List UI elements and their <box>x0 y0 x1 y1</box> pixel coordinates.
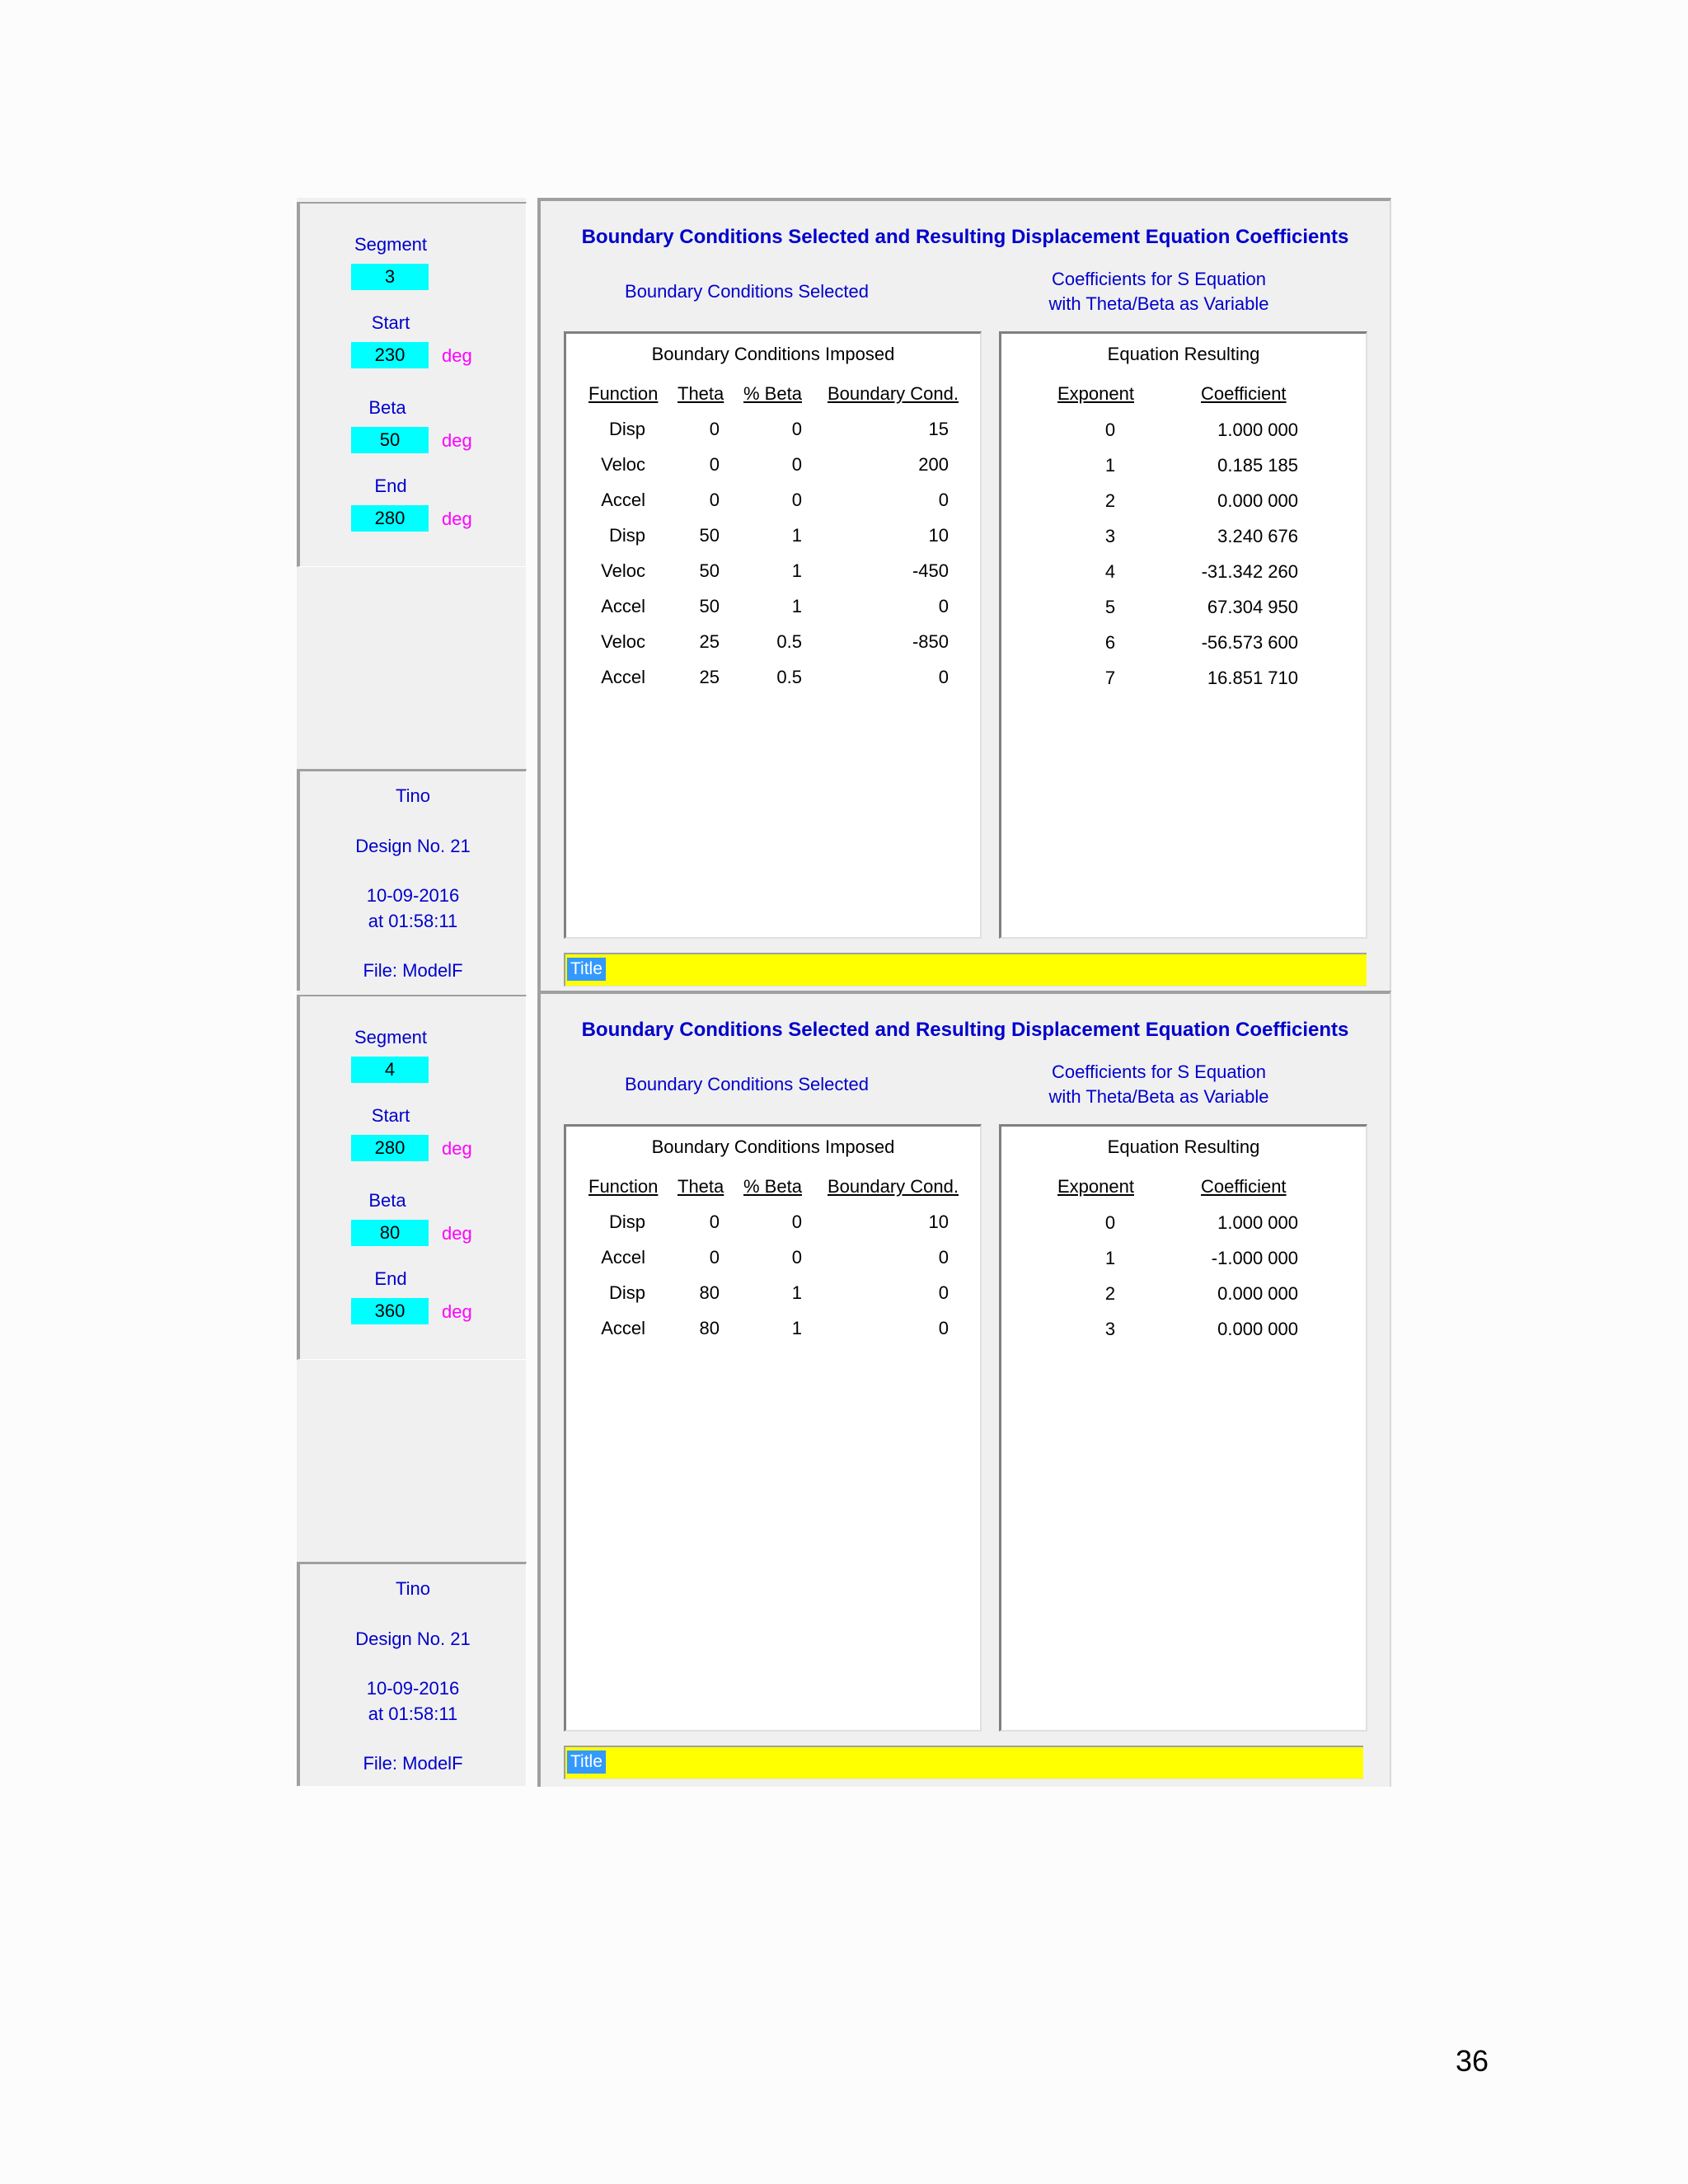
eq-cell-coefficient: -31.342 260 <box>1201 561 1298 582</box>
eq-table-title: Equation Resulting <box>1107 1137 1260 1157</box>
beta-label: Beta <box>368 397 406 418</box>
design-number: Design No. 21 <box>355 836 471 856</box>
bc-cell-boundary-cond: 10 <box>928 1212 949 1232</box>
start-label: Start <box>371 1105 410 1126</box>
bc-header-boundary-cond: Boundary Cond. <box>828 1176 959 1197</box>
title-field-text: Title <box>567 958 606 981</box>
beta-label: Beta <box>368 1190 406 1211</box>
eq-cell-exponent: 2 <box>1104 1283 1116 1304</box>
bc-cell-boundary-cond: 0 <box>938 1318 949 1338</box>
eq-cell-coefficient: 16.851 710 <box>1207 668 1298 688</box>
end-label: End <box>374 1268 407 1289</box>
design-info-box <box>297 769 527 993</box>
title-field[interactable] <box>564 953 1367 987</box>
bc-cell-pct-beta: 1 <box>791 1318 802 1338</box>
bc-table-title: Boundary Conditions Imposed <box>651 1137 895 1157</box>
bc-cell-function: Disp <box>608 1212 645 1232</box>
eq-cell-exponent: 5 <box>1104 597 1116 617</box>
segment-sidebar <box>297 198 526 991</box>
eq-cell-coefficient: 0.000 000 <box>1217 1283 1298 1304</box>
bc-header-pct-beta: % Beta <box>743 383 802 404</box>
eq-cell-coefficient: 3.240 676 <box>1217 526 1298 546</box>
eq-cell-exponent: 3 <box>1104 1319 1116 1339</box>
bc-cell-theta: 80 <box>699 1282 720 1303</box>
bc-selected-label: Boundary Conditions Selected <box>625 1074 869 1094</box>
bc-cell-theta: 50 <box>699 525 720 546</box>
segment-value-field[interactable]: 3 <box>351 264 429 290</box>
panel-heading: Boundary Conditions Selected and Resulting Displacement Equation Coefficients <box>581 226 1349 248</box>
bc-cell-pct-beta: 1 <box>791 1282 802 1303</box>
eq-cell-exponent: 0 <box>1104 419 1116 440</box>
user-name: Tino <box>396 785 430 806</box>
segment-panel-1 <box>297 198 1391 991</box>
bc-cell-pct-beta: 0 <box>791 419 802 439</box>
end-label: End <box>374 476 407 496</box>
bc-header-function: Function <box>588 383 659 404</box>
bc-selected-label: Boundary Conditions Selected <box>625 281 869 302</box>
bc-header-theta: Theta <box>678 1176 724 1197</box>
eq-header-exponent: Exponent <box>1057 383 1134 404</box>
file-name: File: ModelF <box>363 960 463 981</box>
eq-header-coefficient: Coefficient <box>1201 383 1287 404</box>
beta-value-field[interactable]: 80 <box>351 1220 429 1246</box>
title-field-text: Title <box>567 1750 606 1774</box>
beta-value-field[interactable]: 50 <box>351 427 429 453</box>
bc-cell-theta: 0 <box>709 1212 720 1232</box>
coeff-label-line1: Coefficients for S Equation <box>1051 1062 1267 1082</box>
bc-cell-pct-beta: 1 <box>791 560 802 581</box>
eq-table <box>999 1124 1367 1732</box>
bc-header-pct-beta: % Beta <box>743 1176 802 1197</box>
coeff-label-line2: with Theta/Beta as Variable <box>1048 293 1269 314</box>
eq-cell-coefficient: 67.304 950 <box>1207 597 1298 617</box>
user-name: Tino <box>396 1578 430 1599</box>
bc-cell-boundary-cond: 15 <box>928 419 949 439</box>
bc-cell-boundary-cond: -850 <box>912 631 949 652</box>
bc-cell-theta: 25 <box>699 667 720 687</box>
eq-header-coefficient: Coefficient <box>1201 1176 1287 1197</box>
design-number: Design No. 21 <box>355 1629 471 1649</box>
eq-cell-exponent: 7 <box>1104 668 1116 688</box>
bc-cell-pct-beta: 0 <box>791 490 802 510</box>
bc-cell-boundary-cond: -450 <box>912 560 949 581</box>
eq-cell-exponent: 1 <box>1104 455 1116 476</box>
results-panel <box>537 991 1391 1787</box>
bc-cell-pct-beta: 0.5 <box>776 667 802 687</box>
bc-cell-theta: 0 <box>709 454 720 475</box>
bc-cell-function: Disp <box>608 1282 645 1303</box>
end-value-field[interactable]: 280 <box>351 505 429 532</box>
design-time: at 01:58:11 <box>368 911 458 931</box>
bc-cell-boundary-cond: 200 <box>918 454 949 475</box>
bc-cell-theta: 50 <box>699 596 720 616</box>
segment-parameters-box <box>297 202 527 567</box>
start-unit: deg <box>442 1138 472 1159</box>
eq-cell-exponent: 6 <box>1104 632 1116 653</box>
results-panel <box>537 198 1391 994</box>
page-number: 36 <box>1456 2044 1489 2078</box>
bc-cell-boundary-cond: 0 <box>938 667 949 687</box>
eq-cell-exponent: 3 <box>1104 526 1116 546</box>
bc-cell-theta: 50 <box>699 560 720 581</box>
start-unit: deg <box>442 345 472 366</box>
bc-cell-theta: 0 <box>709 1247 720 1268</box>
start-value-field[interactable]: 230 <box>351 342 429 368</box>
bc-header-boundary-cond: Boundary Cond. <box>828 383 959 404</box>
eq-cell-coefficient: 0.000 000 <box>1217 1319 1298 1339</box>
coeff-label-line1: Coefficients for S Equation <box>1051 269 1267 289</box>
title-field[interactable] <box>564 1746 1363 1779</box>
bc-cell-boundary-cond: 0 <box>938 1282 949 1303</box>
eq-cell-coefficient: 0.000 000 <box>1217 490 1298 511</box>
design-date: 10-09-2016 <box>366 885 460 906</box>
segment-label: Segment <box>354 1027 428 1047</box>
coeff-label-line2: with Theta/Beta as Variable <box>1048 1086 1269 1107</box>
bc-cell-pct-beta: 1 <box>791 525 802 546</box>
eq-cell-exponent: 1 <box>1104 1248 1116 1268</box>
bc-table <box>564 331 982 939</box>
eq-header-exponent: Exponent <box>1057 1176 1134 1197</box>
bc-cell-function: Veloc <box>601 454 645 475</box>
eq-cell-coefficient: -1.000 000 <box>1211 1248 1298 1268</box>
start-label: Start <box>371 312 410 333</box>
end-unit: deg <box>442 1301 472 1322</box>
bc-cell-boundary-cond: 10 <box>928 525 949 546</box>
bc-cell-theta: 80 <box>699 1318 720 1338</box>
segment-parameters-box <box>297 995 527 1360</box>
file-name: File: ModelF <box>363 1753 463 1774</box>
beta-unit: deg <box>442 1223 472 1244</box>
eq-cell-exponent: 4 <box>1104 561 1116 582</box>
bc-cell-function: Disp <box>608 419 645 439</box>
bc-cell-function: Accel <box>601 667 645 687</box>
bc-cell-boundary-cond: 0 <box>938 596 949 616</box>
bc-cell-pct-beta: 0.5 <box>776 631 802 652</box>
bc-cell-theta: 25 <box>699 631 720 652</box>
bc-cell-boundary-cond: 0 <box>938 490 949 510</box>
eq-cell-coefficient: -56.573 600 <box>1201 632 1298 653</box>
bc-cell-pct-beta: 0 <box>791 454 802 475</box>
bc-cell-function: Accel <box>601 596 645 616</box>
eq-table <box>999 331 1367 939</box>
bc-table-title: Boundary Conditions Imposed <box>651 344 895 364</box>
bc-header-function: Function <box>588 1176 659 1197</box>
bc-cell-function: Accel <box>601 1318 645 1338</box>
segment-panel-2 <box>297 991 1391 1783</box>
design-time: at 01:58:11 <box>368 1704 458 1724</box>
eq-cell-exponent: 2 <box>1104 490 1116 511</box>
bc-cell-function: Accel <box>601 490 645 510</box>
eq-table-title: Equation Resulting <box>1107 344 1260 364</box>
bc-table <box>564 1124 982 1732</box>
design-date: 10-09-2016 <box>366 1678 460 1699</box>
eq-cell-exponent: 0 <box>1104 1212 1116 1233</box>
eq-cell-coefficient: 1.000 000 <box>1217 1212 1298 1233</box>
bc-cell-function: Disp <box>608 525 645 546</box>
segment-value-field[interactable]: 4 <box>351 1057 429 1083</box>
segment-label: Segment <box>354 234 428 255</box>
bc-cell-pct-beta: 1 <box>791 596 802 616</box>
bc-cell-function: Veloc <box>601 631 645 652</box>
eq-cell-coefficient: 1.000 000 <box>1217 419 1298 440</box>
panel-heading: Boundary Conditions Selected and Resulting Displacement Equation Coefficients <box>581 1019 1349 1041</box>
beta-unit: deg <box>442 430 472 451</box>
segment-sidebar <box>297 991 526 1783</box>
end-unit: deg <box>442 509 472 529</box>
eq-cell-coefficient: 0.185 185 <box>1217 455 1298 476</box>
bc-cell-boundary-cond: 0 <box>938 1247 949 1268</box>
bc-cell-function: Veloc <box>601 560 645 581</box>
bc-cell-function: Accel <box>601 1247 645 1268</box>
bc-header-theta: Theta <box>678 383 724 404</box>
bc-cell-pct-beta: 0 <box>791 1212 802 1232</box>
design-info-box <box>297 1562 527 1786</box>
bc-cell-pct-beta: 0 <box>791 1247 802 1268</box>
end-value-field[interactable]: 360 <box>351 1298 429 1324</box>
start-value-field[interactable]: 280 <box>351 1135 429 1161</box>
bc-cell-theta: 0 <box>709 490 720 510</box>
bc-cell-theta: 0 <box>709 419 720 439</box>
